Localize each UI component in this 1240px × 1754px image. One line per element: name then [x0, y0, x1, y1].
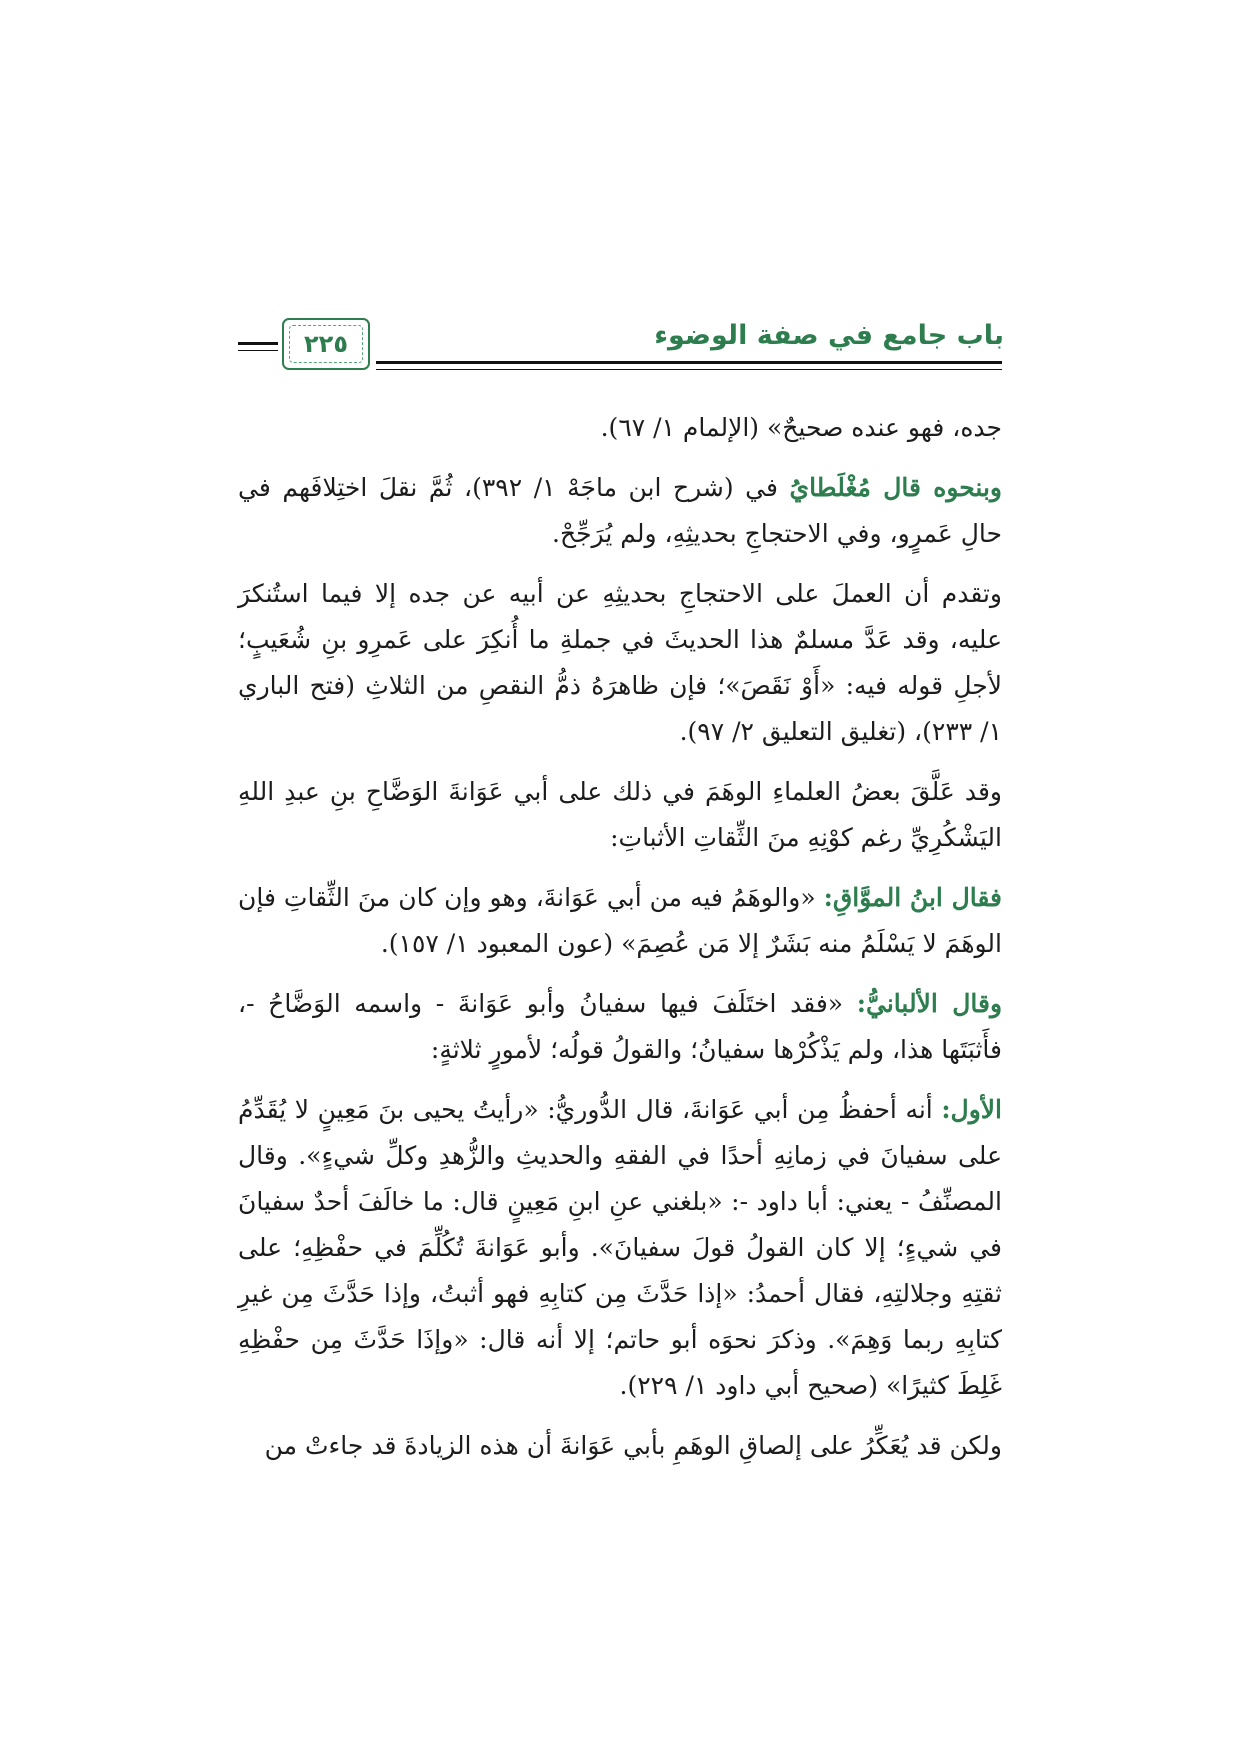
page-number: ٢٢٥ — [304, 330, 348, 358]
header-rule-left-thin — [238, 350, 278, 351]
page-body — [238, 405, 1002, 1483]
paragraph-text: وقد عَلَّقَ بعضُ العلماءِ الوهَمَ في ذلك على أبي عَوَانةَ الوَضَّاحِ بنِ عبدِ اللهِ اليَشْكُرِيِّ رغم كوْنِهِ منَ الثِّقاتِ الأثباتِ: — [238, 777, 1002, 852]
header-rule-left — [238, 342, 278, 345]
paragraph — [238, 875, 1002, 967]
paragraph — [238, 571, 1002, 755]
paragraph-text: «والوهَمُ فيه من أبي عَوَانةَ، وهو وإن كان منَ الثِّقاتِ فإن الوهَمَ لا يَسْلَمُ منه بَشَرٌ إلا مَن عُصِمَ» (عون المعبود ١/ ١٥٧). — [238, 883, 1002, 958]
page-header — [0, 300, 1240, 390]
paragraph — [238, 465, 1002, 557]
paragraph-text: جده، فهو عنده صحيحٌ» (الإلمام ١/ ٦٧). — [600, 413, 1002, 442]
paragraph — [238, 1423, 1002, 1469]
paragraph-text: في (شرح ابن ماجَهْ ١/ ٣٩٢)، ثُمَّ نقلَ اختِلافَهم في حالِ عَمرٍو، وفي الاحتجاجِ بحديثِهِ، ولم يُرَجِّحْ. — [238, 473, 1002, 548]
paragraph-lead: الأول: — [941, 1095, 1002, 1124]
paragraph-text: أنه أحفظُ مِن أبي عَوَانةَ، قال الدُّوريُّ: «رأيتُ يحيى بنَ مَعِينٍ لا يُقَدِّمُ على سفيانَ في زمانِهِ أحدًا في الفقهِ والحديثِ والزُّهدِ وكلِّ شيءٍ». وقال المصنِّفُ - يعني: أبا داود -: «بلغني عنِ ابنِ مَعِينٍ قال: ما خالَفَ أحدٌ سفيانَ في شيءٍ؛ إلا كان القولُ قولَ سفيانَ». وأبو عَوَانةَ تُكُلِّمَ في حفْظِهِ؛ على ثقتِهِ وجلالتِهِ، فقال أحمدُ: «إذا حَدَّثَ مِن كتابِهِ فهو أثبتُ، وإذا حَدَّثَ مِن غيرِ كتابِهِ ربما وَهِمَ». وذكرَ نحوَه أبو حاتم؛ إلا أنه قال: «وإذَا حَدَّثَ مِن حفْظِهِ غَلِطَ كثيرًا» (صحيح أبي داود ١/ ٢٢٩). — [238, 1095, 1002, 1400]
header-rule-right — [376, 361, 1002, 364]
paragraph — [238, 1087, 1002, 1409]
chapter-title: باب جامع في صفة الوضوء — [654, 320, 1004, 351]
page-number-badge — [282, 318, 370, 370]
paragraph — [238, 405, 1002, 451]
paragraph-text: «فقد اختَلَفَ فيها سفيانُ وأبو عَوَانةَ - واسمه الوَضَّاحُ -، فأَثبَتَها هذا، ولم يَذْكُرْها سفيانُ؛ والقولُ قولُه؛ لأمورٍ ثلاثةٍ: — [238, 989, 1002, 1064]
paragraph-lead: وبنحوه قال مُغْلَطايُ — [789, 473, 1002, 502]
header-rule-right-thin — [376, 369, 1002, 370]
paragraph — [238, 769, 1002, 861]
paragraph-text: وتقدم أن العملَ على الاحتجاجِ بحديثِهِ عن أبيه عن جده إلا فيما استُنكرَ عليه، وقد عَدَّ مسلمٌ هذا الحديثَ في جملةِ ما أُنكِرَ على عَمرِو بنِ شُعَيبٍ؛ لأجلِ قوله فيه: «أَوْ نَقَصَ»؛ فإن ظاهرَهُ ذمُّ النقصِ من الثلاثِ (فتح الباري ١/ ٢٣٣)، (تغليق التعليق ٢/ ٩٧). — [238, 579, 1002, 746]
paragraph — [238, 981, 1002, 1073]
paragraph-text: ولكن قد يُعَكِّرُ على إلصاقِ الوهَمِ بأبي عَوَانةَ أن هذه الزيادةَ قد جاءتْ من — [264, 1431, 1002, 1460]
paragraph-lead: فقال ابنُ الموَّاقِ: — [823, 883, 1002, 912]
paragraph-lead: وقال الألبانيُّ: — [856, 989, 1003, 1018]
